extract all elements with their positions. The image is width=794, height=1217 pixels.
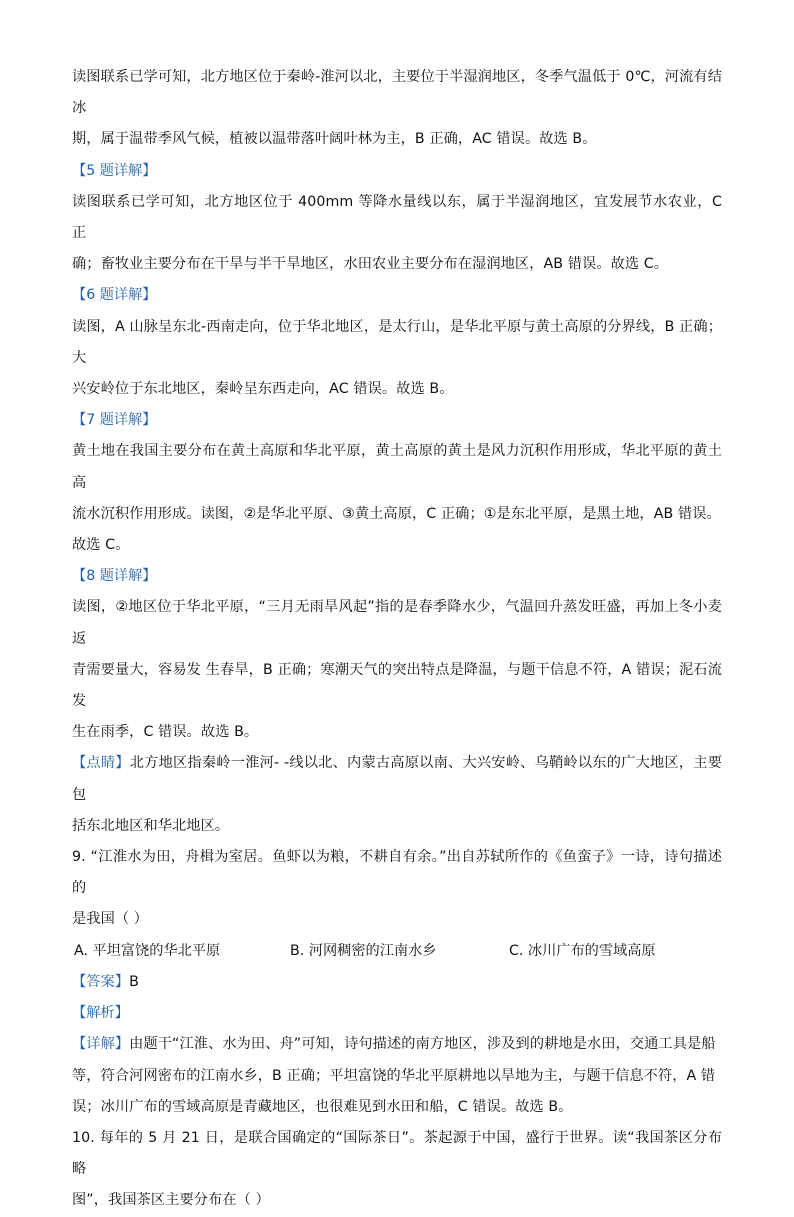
answer-value: B [129, 973, 139, 990]
paragraph-line: 括东北地区和华北地区。 [72, 817, 230, 834]
analysis-heading: 【解析】 [72, 1005, 129, 1022]
detail-tag: 【详解】 [72, 1036, 130, 1053]
paragraph-line: 等，符合河网密布的江南水乡，B 正确；平坦富饶的华北平原耕地以旱地为主，与题干信息不符，A 错 [72, 1067, 716, 1084]
option-b: B. 河网稠密的江南水乡 [290, 942, 437, 959]
dianjing-text: 北方地区指秦岭一淮河- -线以北、内蒙古高原以南、大兴安岭、乌鞘岭以东的广大地区，主要包 [72, 755, 722, 803]
paragraph-line: 确；畜牧业主要分布在干旱与半干旱地区，水田农业主要分布在湿润地区，AB 错误。故选 C。 [72, 256, 669, 273]
section-heading-q8: 【8 题详解】 [72, 568, 157, 585]
paragraph-line: 流水沉积作用形成。读图，②是华北平原、③黄土高原，C 正确；①是东北平原，是黑土地，AB 错误。 [72, 505, 721, 522]
paragraph-line: 读图，A 山脉呈东北-西南走向，位于华北地区，是太行山，是华北平原与黄土高原的分界线，B 正确；大 [72, 318, 722, 366]
paragraph-line: 期，属于温带季风气候，植被以温带落叶阔叶林为主，B 正确，AC 错误。故选 B。 [72, 131, 597, 148]
dianjing-block [72, 748, 722, 810]
question-10-stem: 10. 每年的 5 月 21 日，是联合国确定的“国际茶日”。茶起源于中国，盛行于世界。读“我国茶区分布略 [72, 1129, 722, 1178]
detail-block [72, 1029, 722, 1060]
paragraph-line: 读图，②地区位于华北平原，“三月无雨旱风起”指的是春季降水少，气温回升蒸发旺盛，再加上冬小麦返 [72, 599, 722, 647]
paragraph-line: 读图联系已学可知，北方地区位于秦岭-淮河以北，主要位于半湿润地区，冬季气温低于 0℃，河流有结冰 [72, 69, 722, 117]
option-c: C. 冰川广布的雪域高原 [509, 942, 656, 959]
section-heading-q6: 【6 题详解】 [72, 287, 157, 304]
paragraph-line: 生在雨季，C 错误。故选 B。 [72, 724, 259, 741]
dianjing-tag: 【点睛】 [72, 755, 130, 772]
detail-text: 由题干“江淮、水为田、舟”可知，诗句描述的南方地区，涉及到的耕地是水田，交通工具是船 [129, 1036, 716, 1053]
paragraph-line: 青需要量大，容易发 生春旱，B 正确；寒潮天气的突出特点是降温，与题干信息不符，A 错误；泥石流发 [72, 661, 722, 710]
question-10-stem: 图”，我国茶区主要分布在（ ） [72, 1192, 270, 1209]
paragraph-line: 读图联系已学可知，北方地区位于 400mm 等降水量线以东，属于半湿润地区，宜发展节水农业，C 正 [72, 193, 722, 242]
paragraph-line: 故选 C。 [72, 537, 130, 554]
document-page [72, 62, 722, 1217]
answer-tag: 【答案】 [72, 973, 130, 990]
question-9-options [72, 936, 722, 967]
option-a: A. 平坦富饶的华北平原 [74, 942, 221, 959]
question-9-stem: 9. “江淮水为田，舟楫为室居。鱼虾以为粮，不耕自有余。”出自苏轼所作的《鱼蛮子》一诗，诗句描述的 [72, 849, 722, 897]
paragraph-line: 误；冰川广布的雪域高原是青藏地区，也很难见到水田和船，C 错误。故选 B。 [72, 1098, 573, 1115]
paragraph-line: 兴安岭位于东北地区，秦岭呈东西走向，AC 错误。故选 B。 [72, 381, 454, 398]
question-9-stem: 是我国（ ） [72, 911, 149, 928]
section-heading-q7: 【7 题详解】 [72, 412, 157, 429]
section-heading-q5: 【5 题详解】 [72, 162, 157, 179]
paragraph-line: 黄土地在我国主要分布在黄土高原和华北平原，黄土高原的黄土是风力沉积作用形成，华北平原的黄土高 [72, 443, 722, 491]
answer-line [72, 967, 722, 998]
